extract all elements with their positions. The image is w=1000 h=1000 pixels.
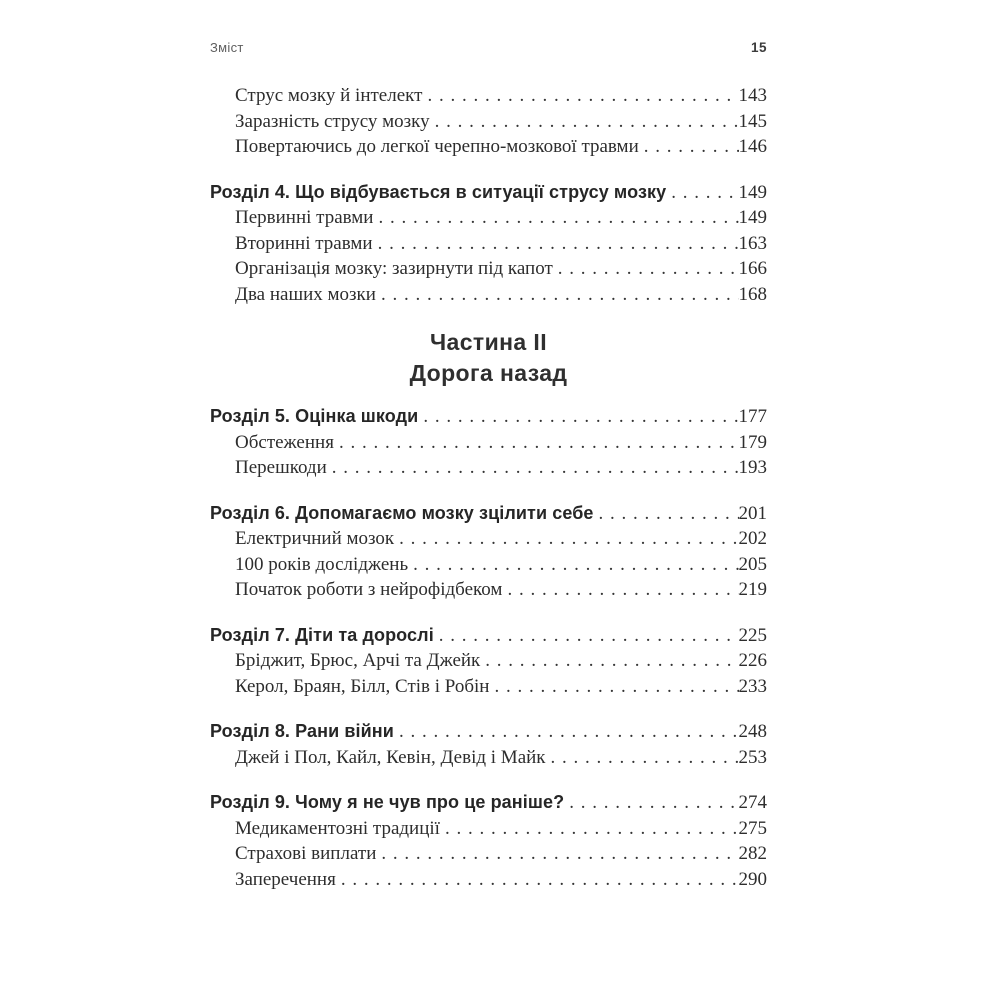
entry-page: 248 bbox=[738, 721, 767, 742]
toc-group bbox=[210, 404, 767, 481]
toc-entry bbox=[210, 455, 767, 481]
toc-entry bbox=[210, 552, 767, 578]
chapter-heading-row bbox=[210, 790, 767, 816]
dot-leader bbox=[332, 455, 739, 481]
dot-leader bbox=[399, 526, 738, 552]
toc-entry bbox=[210, 134, 767, 160]
entry-page: 225 bbox=[738, 624, 767, 646]
entry-title: 100 років досліджень bbox=[235, 553, 409, 575]
entry-title: Вторинні травми bbox=[235, 232, 373, 254]
entry-page: 233 bbox=[738, 675, 767, 697]
entry-title: Перешкоди bbox=[235, 457, 327, 478]
dot-leader bbox=[413, 552, 738, 578]
dot-leader bbox=[381, 282, 739, 308]
entry-title: Організація мозку: зазирнути під капот bbox=[235, 258, 553, 279]
entry-title: Керол, Браян, Білл, Стів і Робін bbox=[235, 675, 490, 697]
entry-title: Заперечення bbox=[235, 868, 336, 890]
entry-title: Заразність струсу мозку bbox=[235, 110, 430, 132]
entry-page: 145 bbox=[738, 110, 767, 132]
dot-leader bbox=[423, 404, 738, 430]
dot-leader bbox=[494, 674, 738, 700]
toc-entry bbox=[210, 841, 767, 867]
toc-entry bbox=[210, 867, 767, 893]
dot-leader bbox=[399, 719, 739, 745]
entry-page: 205 bbox=[738, 553, 767, 575]
entry-page: 275 bbox=[738, 817, 767, 839]
toc-entry bbox=[210, 231, 767, 257]
chapter-heading-row bbox=[210, 404, 767, 430]
dot-leader bbox=[671, 180, 738, 206]
running-title: Зміст bbox=[210, 40, 244, 55]
toc-group bbox=[210, 623, 767, 700]
entry-page: 274 bbox=[738, 792, 767, 813]
page-header bbox=[210, 40, 767, 55]
entry-page: 202 bbox=[738, 528, 767, 549]
chapter-title: Розділ 8. Рани війни bbox=[210, 721, 394, 741]
dot-leader bbox=[378, 231, 739, 257]
toc-entry bbox=[210, 109, 767, 135]
dot-leader bbox=[341, 867, 739, 893]
entry-page: 149 bbox=[738, 207, 767, 228]
toc-group bbox=[210, 501, 767, 603]
page-number: 15 bbox=[750, 40, 767, 55]
dot-leader bbox=[378, 205, 738, 231]
toc-entry bbox=[210, 430, 767, 456]
entry-page: 146 bbox=[738, 136, 767, 157]
dot-leader bbox=[558, 256, 739, 282]
part-heading-line: Дорога назад bbox=[409, 360, 568, 386]
entry-page: 253 bbox=[738, 746, 767, 768]
entry-page: 166 bbox=[738, 258, 767, 279]
dot-leader bbox=[569, 790, 738, 816]
entry-title: Джей і Пол, Кайл, Кевін, Девід і Майк bbox=[235, 746, 546, 768]
dot-leader bbox=[551, 745, 739, 771]
chapter-heading-row bbox=[210, 180, 767, 206]
dot-leader bbox=[644, 134, 739, 160]
entry-page: 219 bbox=[738, 579, 767, 600]
chapter-title: Розділ 6. Допомагаємо мозку зцілити себе bbox=[210, 502, 594, 523]
dot-leader bbox=[485, 648, 738, 674]
entry-page: 143 bbox=[738, 85, 767, 106]
entry-title: Електричний мозок bbox=[235, 528, 395, 549]
entry-title: Повертаючись до легкої черепно-мозкової травми bbox=[235, 136, 639, 157]
toc-group bbox=[210, 83, 767, 160]
toc-entry bbox=[210, 648, 767, 674]
toc-group bbox=[210, 790, 767, 892]
entry-page: 201 bbox=[738, 502, 767, 524]
toc-entry bbox=[210, 205, 767, 231]
chapter-title: Розділ 9. Чому я не чув про це раніше? bbox=[210, 792, 565, 812]
book-page bbox=[210, 40, 767, 912]
entry-page: 193 bbox=[738, 457, 767, 478]
entry-title: Початок роботи з нейрофідбеком bbox=[235, 579, 503, 600]
entry-page: 290 bbox=[738, 868, 767, 890]
toc-entry bbox=[210, 577, 767, 603]
toc-entry bbox=[210, 816, 767, 842]
dot-leader bbox=[435, 109, 739, 135]
toc-group bbox=[210, 180, 767, 308]
entry-page: 168 bbox=[738, 283, 767, 305]
toc-group bbox=[210, 719, 767, 770]
entry-page: 179 bbox=[738, 431, 767, 453]
toc-entry bbox=[210, 745, 767, 771]
chapter-title: Розділ 4. Що відбувається в ситуації струсу мозку bbox=[210, 181, 667, 202]
dot-leader bbox=[339, 430, 739, 456]
dot-leader bbox=[427, 83, 738, 109]
chapter-title: Розділ 5. Оцінка шкоди bbox=[210, 406, 419, 426]
entry-title: Медикаментозні традиції bbox=[235, 817, 440, 839]
entry-page: 282 bbox=[738, 843, 767, 864]
chapter-heading-row bbox=[210, 501, 767, 527]
entry-page: 226 bbox=[738, 650, 767, 671]
chapter-heading-row bbox=[210, 623, 767, 649]
entry-page: 177 bbox=[738, 406, 767, 427]
entry-title: Бріджит, Брюс, Арчі та Джейк bbox=[235, 650, 481, 671]
entry-title: Обстеження bbox=[235, 431, 334, 453]
chapter-heading-row bbox=[210, 719, 767, 745]
toc-entry bbox=[210, 83, 767, 109]
entry-page: 149 bbox=[738, 181, 767, 203]
entry-title: Страхові виплати bbox=[235, 843, 377, 864]
entry-page: 163 bbox=[738, 232, 767, 254]
part-heading bbox=[210, 327, 767, 389]
toc-entry bbox=[210, 526, 767, 552]
toc bbox=[210, 83, 767, 892]
dot-leader bbox=[599, 501, 739, 527]
entry-title: Два наших мозки bbox=[235, 283, 376, 305]
chapter-title: Розділ 7. Діти та дорослі bbox=[210, 624, 434, 645]
entry-title: Струс мозку й інтелект bbox=[235, 85, 423, 106]
entry-title: Первинні травми bbox=[235, 207, 374, 228]
dot-leader bbox=[445, 816, 739, 842]
dot-leader bbox=[507, 577, 738, 603]
toc-entry bbox=[210, 256, 767, 282]
toc-entry bbox=[210, 674, 767, 700]
part-heading-line: Частина II bbox=[429, 329, 547, 355]
dot-leader bbox=[381, 841, 738, 867]
dot-leader bbox=[439, 623, 739, 649]
toc-entry bbox=[210, 282, 767, 308]
